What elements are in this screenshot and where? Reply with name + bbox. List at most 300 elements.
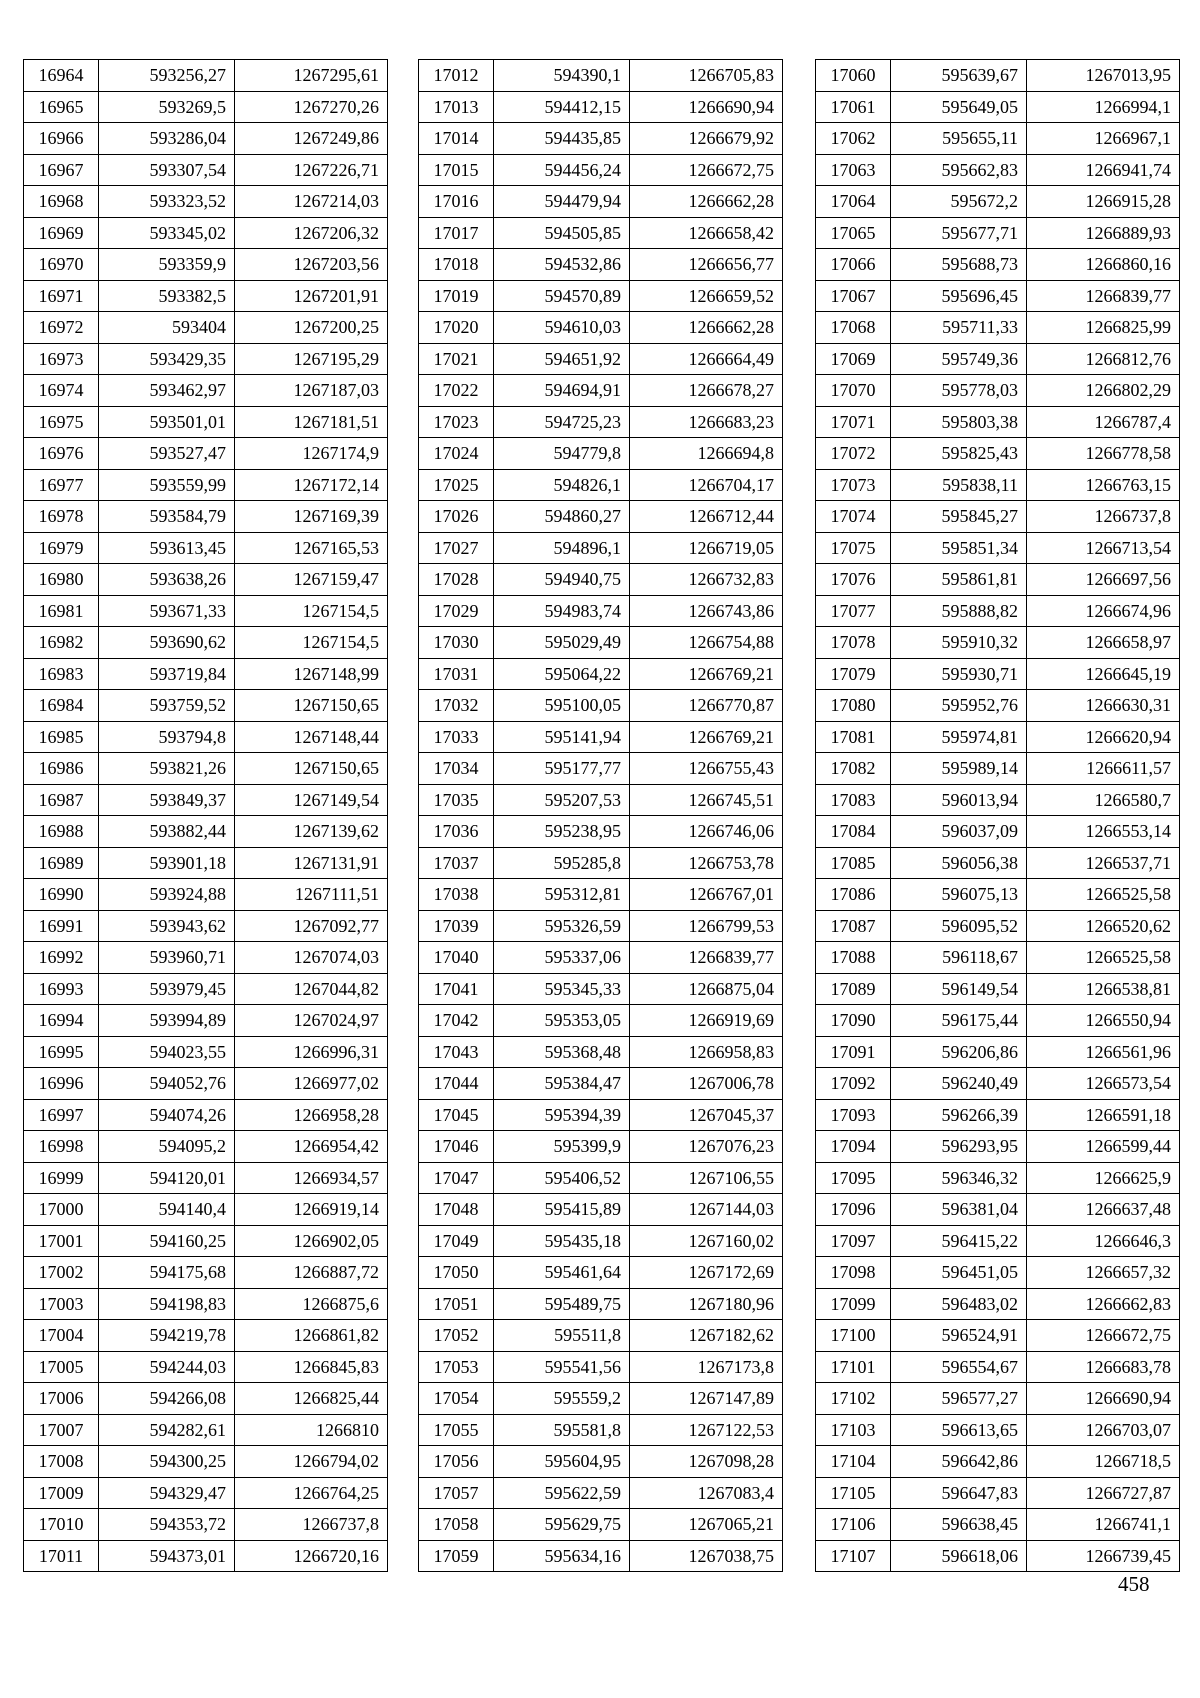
y-coordinate-cell: 1267092,77 [235,910,388,942]
point-number-cell: 17064 [816,186,891,218]
x-coordinate-cell: 594779,8 [494,438,630,470]
x-coordinate-cell: 596175,44 [891,1005,1027,1037]
y-coordinate-cell: 1266812,76 [1027,343,1180,375]
point-number-cell: 17044 [419,1068,494,1100]
y-coordinate-cell: 1266580,7 [1027,784,1180,816]
x-coordinate-cell: 595064,22 [494,658,630,690]
table-row [419,60,783,92]
table-row [24,1414,388,1446]
table-row [816,1162,1180,1194]
table-row [24,690,388,722]
table-row [24,312,388,344]
y-coordinate-cell: 1267131,91 [235,847,388,879]
point-number-cell: 17000 [24,1194,99,1226]
x-coordinate-cell: 594412,15 [494,91,630,123]
y-coordinate-cell: 1267165,53 [235,532,388,564]
y-coordinate-cell: 1266611,57 [1027,753,1180,785]
y-coordinate-cell: 1266763,15 [1027,469,1180,501]
point-number-cell: 16977 [24,469,99,501]
point-number-cell: 16973 [24,343,99,375]
table-row [419,1131,783,1163]
y-coordinate-cell: 1266799,53 [630,910,783,942]
point-number-cell: 17051 [419,1288,494,1320]
point-number-cell: 17055 [419,1414,494,1446]
table-row [419,438,783,470]
x-coordinate-cell: 593671,33 [99,595,235,627]
point-number-cell: 17036 [419,816,494,848]
table-row [816,910,1180,942]
x-coordinate-cell: 596415,22 [891,1225,1027,1257]
point-number-cell: 17042 [419,1005,494,1037]
point-number-cell: 17073 [816,469,891,501]
x-coordinate-cell: 594300,25 [99,1446,235,1478]
x-coordinate-cell: 595345,33 [494,973,630,1005]
y-coordinate-cell: 1266683,23 [630,406,783,438]
x-coordinate-cell: 593924,88 [99,879,235,911]
x-coordinate-cell: 595696,45 [891,280,1027,312]
point-number-cell: 17094 [816,1131,891,1163]
table-row [419,406,783,438]
point-number-cell: 16968 [24,186,99,218]
y-coordinate-cell: 1267172,69 [630,1257,783,1289]
y-coordinate-cell: 1266754,88 [630,627,783,659]
x-coordinate-cell: 593269,5 [99,91,235,123]
y-coordinate-cell: 1267295,61 [235,60,388,92]
x-coordinate-cell: 595326,59 [494,910,630,942]
x-coordinate-cell: 593359,9 [99,249,235,281]
table-row [419,1068,783,1100]
table-row [816,469,1180,501]
point-number-cell: 17002 [24,1257,99,1289]
y-coordinate-cell: 1266646,3 [1027,1225,1180,1257]
x-coordinate-cell: 594373,01 [99,1540,235,1572]
point-number-cell: 17096 [816,1194,891,1226]
y-coordinate-cell: 1267180,96 [630,1288,783,1320]
table-row [816,1509,1180,1541]
x-coordinate-cell: 596577,27 [891,1383,1027,1415]
point-number-cell: 17069 [816,343,891,375]
y-coordinate-cell: 1267154,5 [235,595,388,627]
table-row [816,1383,1180,1415]
point-number-cell: 17046 [419,1131,494,1163]
table-row [816,186,1180,218]
y-coordinate-cell: 1267214,03 [235,186,388,218]
table-row [816,249,1180,281]
table-row [816,1446,1180,1478]
y-coordinate-cell: 1267149,54 [235,784,388,816]
y-coordinate-cell: 1267139,62 [235,816,388,848]
y-coordinate-cell: 1266919,14 [235,1194,388,1226]
y-coordinate-cell: 1266994,1 [1027,91,1180,123]
y-coordinate-cell: 1266719,05 [630,532,783,564]
table-row [24,154,388,186]
x-coordinate-cell: 595688,73 [891,249,1027,281]
x-coordinate-cell: 595461,64 [494,1257,630,1289]
table-row [816,91,1180,123]
y-coordinate-cell: 1267098,28 [630,1446,783,1478]
table-row [24,60,388,92]
table-row [419,784,783,816]
x-coordinate-cell: 594160,25 [99,1225,235,1257]
table-row [816,123,1180,155]
table-row [24,406,388,438]
point-number-cell: 17078 [816,627,891,659]
y-coordinate-cell: 1266915,28 [1027,186,1180,218]
table-row [419,847,783,879]
y-coordinate-cell: 1266525,58 [1027,879,1180,911]
table-row [419,1099,783,1131]
y-coordinate-cell: 1266690,94 [1027,1383,1180,1415]
table-row [419,1320,783,1352]
x-coordinate-cell: 595353,05 [494,1005,630,1037]
table-row [419,343,783,375]
point-number-cell: 17054 [419,1383,494,1415]
table-row [816,1320,1180,1352]
x-coordinate-cell: 593323,52 [99,186,235,218]
point-number-cell: 16974 [24,375,99,407]
y-coordinate-cell: 1267172,14 [235,469,388,501]
x-coordinate-cell: 595711,33 [891,312,1027,344]
table-row [24,532,388,564]
point-number-cell: 17033 [419,721,494,753]
x-coordinate-cell: 595337,06 [494,942,630,974]
x-coordinate-cell: 594390,1 [494,60,630,92]
x-coordinate-cell: 595662,83 [891,154,1027,186]
x-coordinate-cell: 595238,95 [494,816,630,848]
table-row [24,942,388,974]
point-number-cell: 17043 [419,1036,494,1068]
coordinate-table-2 [418,59,783,1572]
x-coordinate-cell: 594896,1 [494,532,630,564]
x-coordinate-cell: 595622,59 [494,1477,630,1509]
point-number-cell: 17104 [816,1446,891,1478]
x-coordinate-cell: 595861,81 [891,564,1027,596]
y-coordinate-cell: 1267201,91 [235,280,388,312]
table-row [816,438,1180,470]
y-coordinate-cell: 1266825,44 [235,1383,388,1415]
x-coordinate-cell: 593527,47 [99,438,235,470]
y-coordinate-cell: 1266630,31 [1027,690,1180,722]
y-coordinate-cell: 1266718,5 [1027,1446,1180,1478]
x-coordinate-cell: 594860,27 [494,501,630,533]
y-coordinate-cell: 1266839,77 [1027,280,1180,312]
table-row [24,1068,388,1100]
x-coordinate-cell: 595649,05 [891,91,1027,123]
x-coordinate-cell: 595952,76 [891,690,1027,722]
y-coordinate-cell: 1266753,78 [630,847,783,879]
table-row [24,847,388,879]
table-row [419,721,783,753]
point-number-cell: 17053 [419,1351,494,1383]
y-coordinate-cell: 1266764,25 [235,1477,388,1509]
x-coordinate-cell: 594074,26 [99,1099,235,1131]
x-coordinate-cell: 594610,03 [494,312,630,344]
x-coordinate-cell: 595825,43 [891,438,1027,470]
y-coordinate-cell: 1267181,51 [235,406,388,438]
y-coordinate-cell: 1266861,82 [235,1320,388,1352]
table-row [419,280,783,312]
point-number-cell: 16991 [24,910,99,942]
y-coordinate-cell: 1266769,21 [630,658,783,690]
point-number-cell: 16998 [24,1131,99,1163]
point-number-cell: 16981 [24,595,99,627]
x-coordinate-cell: 594651,92 [494,343,630,375]
y-coordinate-cell: 1266657,32 [1027,1257,1180,1289]
point-number-cell: 17006 [24,1383,99,1415]
table-row [816,564,1180,596]
point-number-cell: 17066 [816,249,891,281]
table-row [419,186,783,218]
table-row [816,1257,1180,1289]
y-coordinate-cell: 1266637,48 [1027,1194,1180,1226]
x-coordinate-cell: 595749,36 [891,343,1027,375]
x-coordinate-cell: 596095,52 [891,910,1027,942]
table-row [816,784,1180,816]
x-coordinate-cell: 593638,26 [99,564,235,596]
table-row [419,154,783,186]
table-row [419,1288,783,1320]
table-row [816,343,1180,375]
x-coordinate-cell: 594353,72 [99,1509,235,1541]
table-row [419,1005,783,1037]
point-number-cell: 17076 [816,564,891,596]
point-number-cell: 17030 [419,627,494,659]
y-coordinate-cell: 1267076,23 [630,1131,783,1163]
x-coordinate-cell: 593960,71 [99,942,235,974]
y-coordinate-cell: 1266553,14 [1027,816,1180,848]
point-number-cell: 16987 [24,784,99,816]
point-number-cell: 17018 [419,249,494,281]
y-coordinate-cell: 1266720,16 [235,1540,388,1572]
y-coordinate-cell: 1266620,94 [1027,721,1180,753]
y-coordinate-cell: 1266573,54 [1027,1068,1180,1100]
y-coordinate-cell: 1266658,97 [1027,627,1180,659]
x-coordinate-cell: 596037,09 [891,816,1027,848]
y-coordinate-cell: 1266743,86 [630,595,783,627]
point-number-cell: 16995 [24,1036,99,1068]
point-number-cell: 17037 [419,847,494,879]
y-coordinate-cell: 1266996,31 [235,1036,388,1068]
x-coordinate-cell: 593719,84 [99,658,235,690]
y-coordinate-cell: 1266591,18 [1027,1099,1180,1131]
point-number-cell: 16990 [24,879,99,911]
x-coordinate-cell: 596266,39 [891,1099,1027,1131]
y-coordinate-cell: 1266672,75 [1027,1320,1180,1352]
table-row [816,60,1180,92]
x-coordinate-cell: 593943,62 [99,910,235,942]
table-row [816,1131,1180,1163]
x-coordinate-cell: 594120,01 [99,1162,235,1194]
table-row [419,469,783,501]
y-coordinate-cell: 1266958,28 [235,1099,388,1131]
point-number-cell: 16994 [24,1005,99,1037]
y-coordinate-cell: 1266941,74 [1027,154,1180,186]
x-coordinate-cell: 595100,05 [494,690,630,722]
y-coordinate-cell: 1266737,8 [235,1509,388,1541]
point-number-cell: 17106 [816,1509,891,1541]
point-number-cell: 17093 [816,1099,891,1131]
x-coordinate-cell: 595285,8 [494,847,630,879]
table-row [24,1540,388,1572]
table-row [816,1225,1180,1257]
y-coordinate-cell: 1266802,29 [1027,375,1180,407]
table-row [419,312,783,344]
y-coordinate-cell: 1266967,1 [1027,123,1180,155]
table-row [24,1288,388,1320]
point-number-cell: 17098 [816,1257,891,1289]
point-number-cell: 17084 [816,816,891,848]
table-row [419,1383,783,1415]
x-coordinate-cell: 593901,18 [99,847,235,879]
x-coordinate-cell: 595435,18 [494,1225,630,1257]
point-number-cell: 17013 [419,91,494,123]
table-row [419,1162,783,1194]
x-coordinate-cell: 595399,9 [494,1131,630,1163]
table-row [24,91,388,123]
table-row [419,1225,783,1257]
table-row [816,753,1180,785]
x-coordinate-cell: 595672,2 [891,186,1027,218]
table-row [24,469,388,501]
y-coordinate-cell: 1266659,52 [630,280,783,312]
y-coordinate-cell: 1267044,82 [235,973,388,1005]
table-row [24,879,388,911]
point-number-cell: 17105 [816,1477,891,1509]
x-coordinate-cell: 594505,85 [494,217,630,249]
x-coordinate-cell: 593429,35 [99,343,235,375]
table-row [419,564,783,596]
point-number-cell: 16996 [24,1068,99,1100]
point-number-cell: 17099 [816,1288,891,1320]
x-coordinate-cell: 594266,08 [99,1383,235,1415]
table-row [419,753,783,785]
y-coordinate-cell: 1267106,55 [630,1162,783,1194]
point-number-cell: 17082 [816,753,891,785]
table-row [816,942,1180,974]
page-number: 458 [1118,1572,1150,1596]
point-number-cell: 17097 [816,1225,891,1257]
y-coordinate-cell: 1267159,47 [235,564,388,596]
x-coordinate-cell: 596524,91 [891,1320,1027,1352]
y-coordinate-cell: 1266737,8 [1027,501,1180,533]
y-coordinate-cell: 1266658,42 [630,217,783,249]
table-row [816,721,1180,753]
point-number-cell: 17058 [419,1509,494,1541]
point-number-cell: 17034 [419,753,494,785]
x-coordinate-cell: 595655,11 [891,123,1027,155]
y-coordinate-cell: 1267206,32 [235,217,388,249]
y-coordinate-cell: 1266778,58 [1027,438,1180,470]
y-coordinate-cell: 1266561,96 [1027,1036,1180,1068]
y-coordinate-cell: 1266697,56 [1027,564,1180,596]
y-coordinate-cell: 1266769,21 [630,721,783,753]
table-row [24,1509,388,1541]
point-number-cell: 17028 [419,564,494,596]
point-number-cell: 17065 [816,217,891,249]
x-coordinate-cell: 595541,56 [494,1351,630,1383]
point-number-cell: 17061 [816,91,891,123]
table-row [816,375,1180,407]
x-coordinate-cell: 595845,27 [891,501,1027,533]
point-number-cell: 17057 [419,1477,494,1509]
table-row [24,1257,388,1289]
table-row [419,1257,783,1289]
point-number-cell: 17049 [419,1225,494,1257]
x-coordinate-cell: 594940,75 [494,564,630,596]
x-coordinate-cell: 593979,45 [99,973,235,1005]
x-coordinate-cell: 595489,75 [494,1288,630,1320]
y-coordinate-cell: 1266889,93 [1027,217,1180,249]
point-number-cell: 17067 [816,280,891,312]
x-coordinate-cell: 595406,52 [494,1162,630,1194]
table-row [419,501,783,533]
table-row [419,1036,783,1068]
coordinate-table-1 [23,59,388,1572]
x-coordinate-cell: 594023,55 [99,1036,235,1068]
y-coordinate-cell: 1266845,83 [235,1351,388,1383]
x-coordinate-cell: 595851,34 [891,532,1027,564]
y-coordinate-cell: 1266694,8 [630,438,783,470]
y-coordinate-cell: 1266902,05 [235,1225,388,1257]
table-row [24,1477,388,1509]
x-coordinate-cell: 594052,76 [99,1068,235,1100]
y-coordinate-cell: 1266662,83 [1027,1288,1180,1320]
x-coordinate-cell: 593849,37 [99,784,235,816]
point-number-cell: 17060 [816,60,891,92]
table-row [24,1162,388,1194]
x-coordinate-cell: 596056,38 [891,847,1027,879]
x-coordinate-cell: 596118,67 [891,942,1027,974]
y-coordinate-cell: 1266860,16 [1027,249,1180,281]
y-coordinate-cell: 1266746,06 [630,816,783,848]
y-coordinate-cell: 1266787,4 [1027,406,1180,438]
x-coordinate-cell: 593794,8 [99,721,235,753]
point-number-cell: 16966 [24,123,99,155]
table-row [24,1036,388,1068]
point-number-cell: 17085 [816,847,891,879]
x-coordinate-cell: 594219,78 [99,1320,235,1352]
point-number-cell: 16993 [24,973,99,1005]
table-row [816,154,1180,186]
table-row [24,658,388,690]
y-coordinate-cell: 1267065,21 [630,1509,783,1541]
x-coordinate-cell: 596381,04 [891,1194,1027,1226]
y-coordinate-cell: 1266705,83 [630,60,783,92]
x-coordinate-cell: 595581,8 [494,1414,630,1446]
x-coordinate-cell: 594095,2 [99,1131,235,1163]
point-number-cell: 17089 [816,973,891,1005]
x-coordinate-cell: 595415,89 [494,1194,630,1226]
point-number-cell: 17107 [816,1540,891,1572]
x-coordinate-cell: 594532,86 [494,249,630,281]
table-row [816,1005,1180,1037]
table-row [816,595,1180,627]
y-coordinate-cell: 1266767,01 [630,879,783,911]
table-row [816,973,1180,1005]
x-coordinate-cell: 594198,83 [99,1288,235,1320]
point-number-cell: 16989 [24,847,99,879]
x-coordinate-cell: 593501,01 [99,406,235,438]
y-coordinate-cell: 1266662,28 [630,186,783,218]
point-number-cell: 17024 [419,438,494,470]
x-coordinate-cell: 595511,8 [494,1320,630,1352]
table-row [816,1477,1180,1509]
table-row [24,217,388,249]
table-row [419,217,783,249]
x-coordinate-cell: 596483,02 [891,1288,1027,1320]
point-number-cell: 17048 [419,1194,494,1226]
x-coordinate-cell: 595604,95 [494,1446,630,1478]
